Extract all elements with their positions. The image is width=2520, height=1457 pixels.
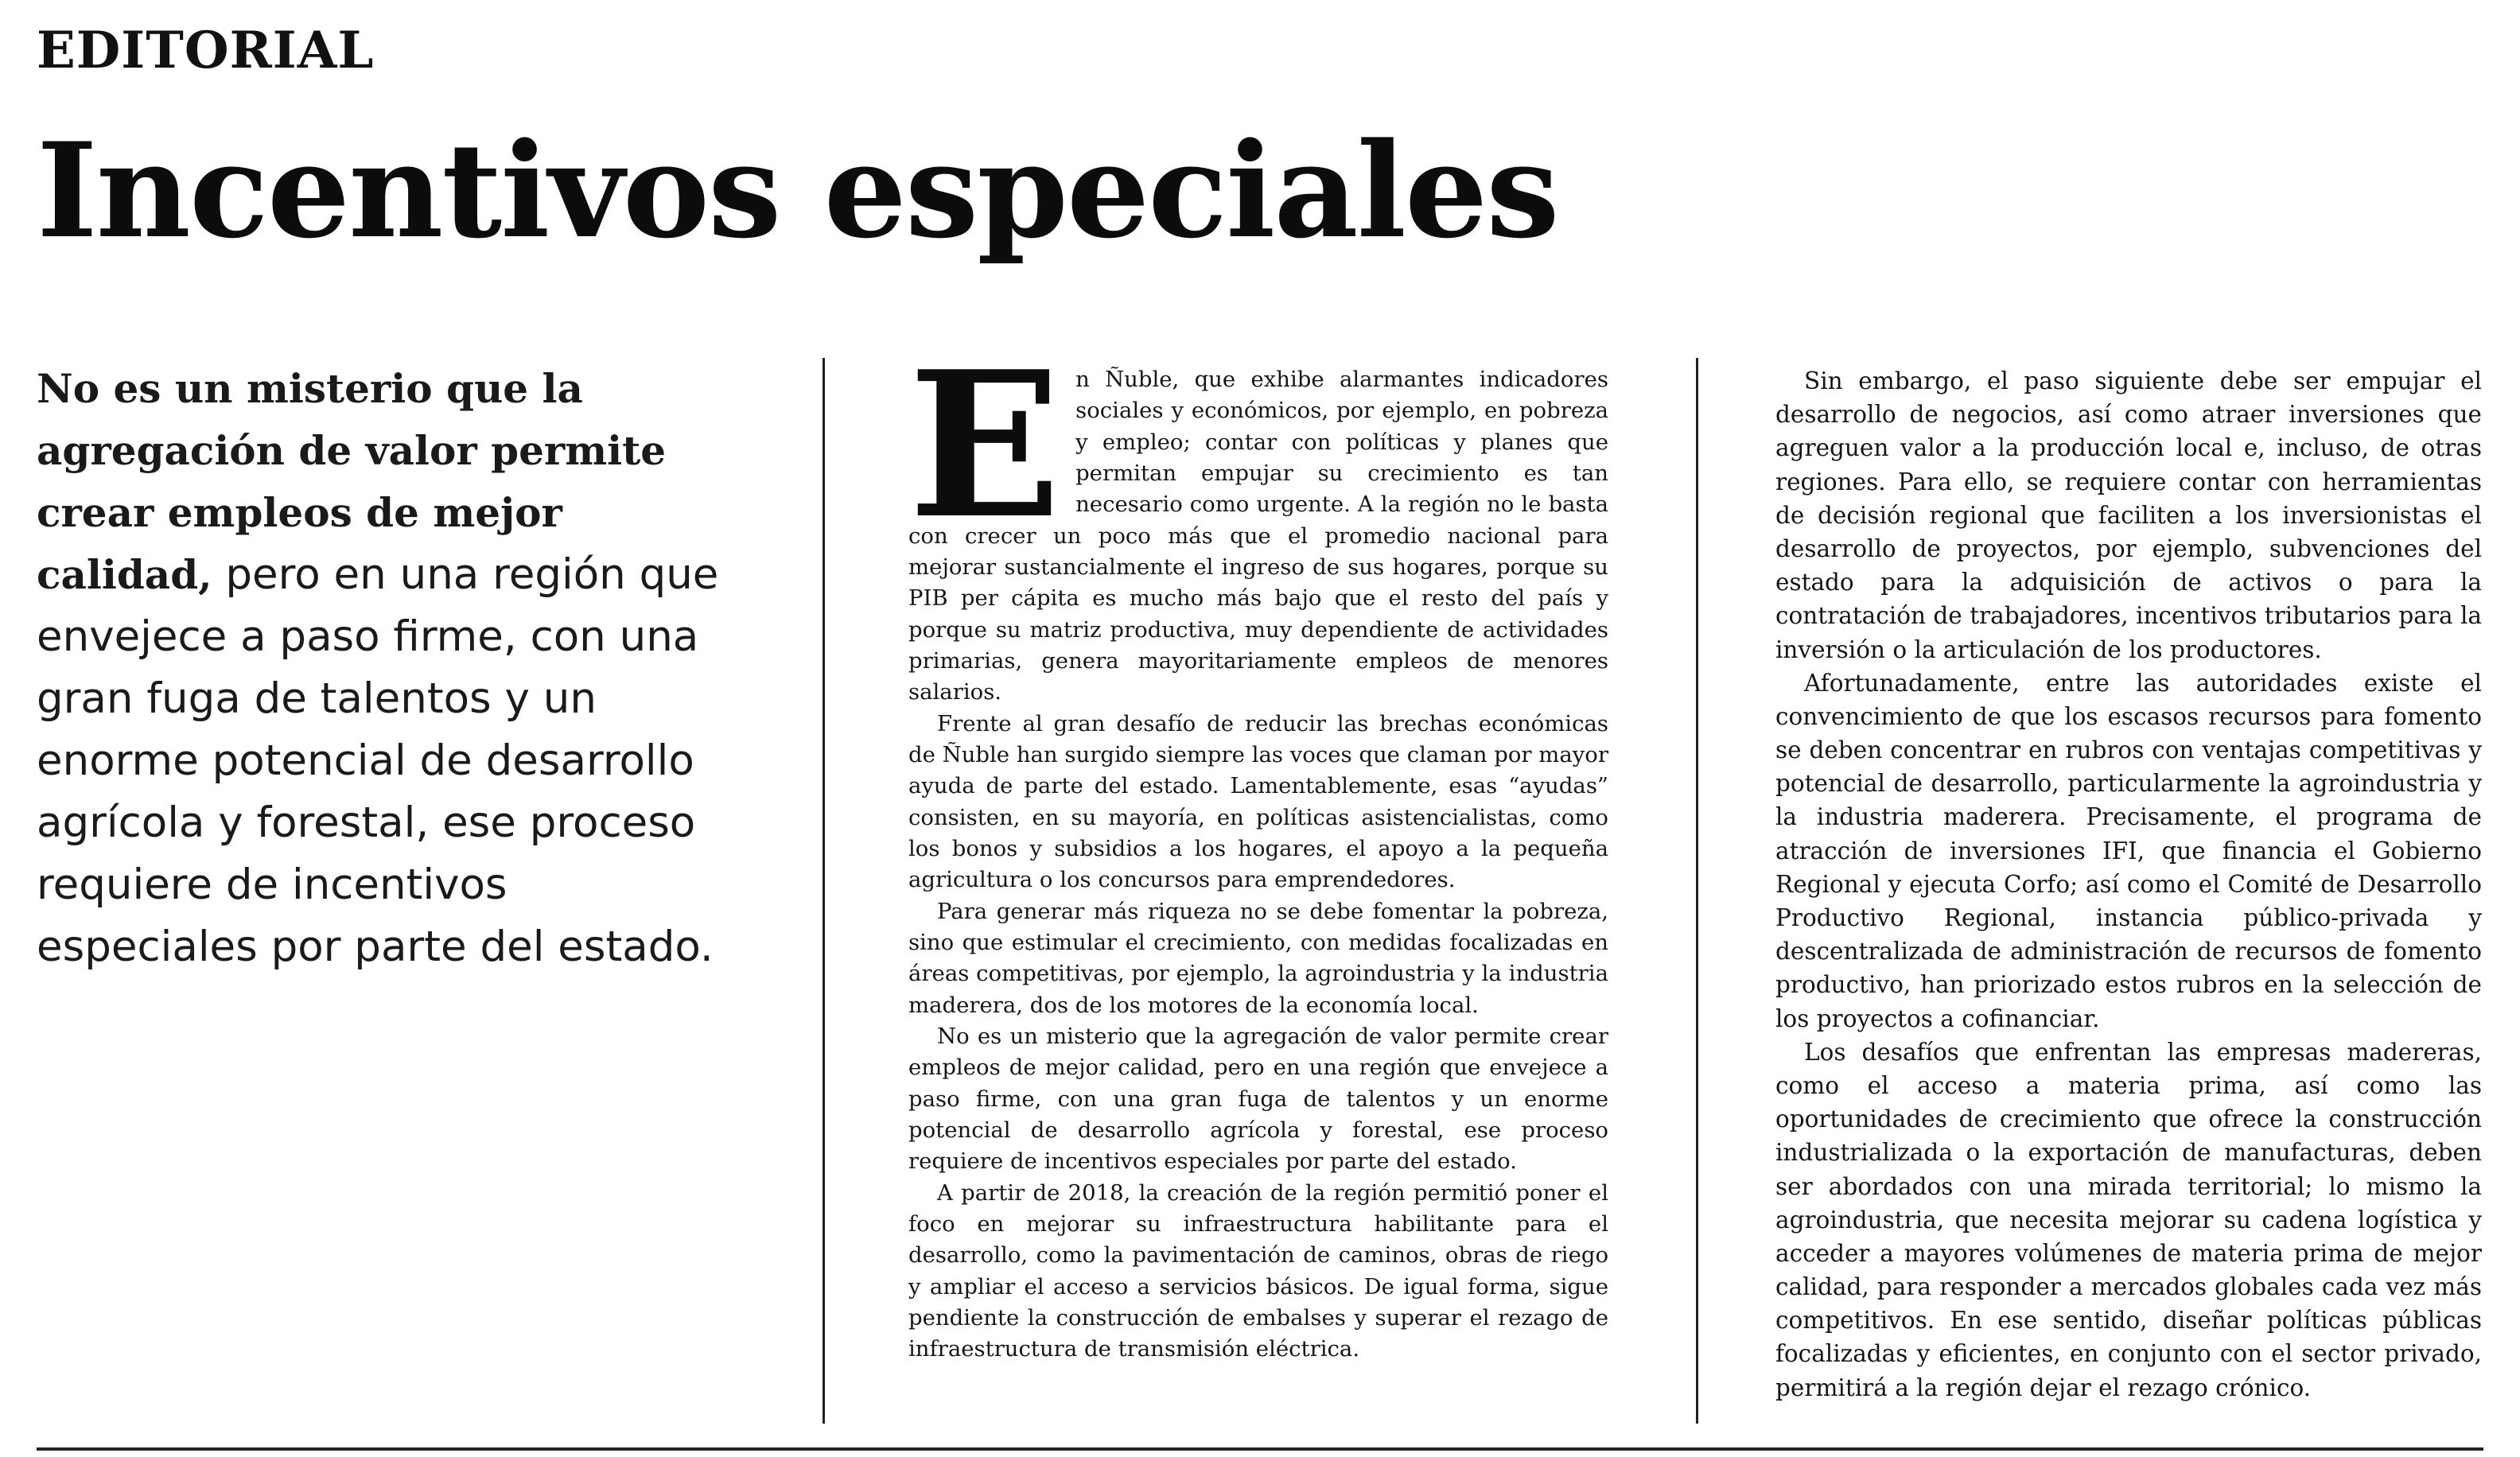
lead-regular-text: pero en una región que envejece a paso firme, con una gran fuga de talentos y un enorme potencial de desarrollo agrícola y forestal, ese proceso requiere de incentivos especiales por parte del estado. bbox=[37, 550, 719, 971]
lead-paragraph bbox=[37, 358, 737, 978]
paragraph-6: Sin embargo, el paso siguiente debe ser empujar el desarrollo de negocios, así como atraer inversiones que agreguen valor a la producción local e, incluso, de otras regiones. Para ello, se requiere contar con herramientas de decisión regional que faciliten a los inversionistas el desarrollo de proyectos, por ejemplo, subvenciones del estado para la adquisición de activos o para la contratación de trabajadores, incentivos tributarios para la inversión o la articulación de los productores. bbox=[1775, 367, 2482, 663]
section-label: EDITORIAL bbox=[37, 21, 375, 80]
article-column-1 bbox=[908, 328, 1608, 1366]
paragraph-5: A partir de 2018, la creación de la región permitió poner el foco en mejorar su infraestructura habilitante para el desarrollo, como la pavimentación de caminos, obras de riego y ampliar el acceso a servicios básicos. De igual forma, sigue pendiente la construcción de embalses y superar el rezago de infraestructura de transmisión eléctrica. bbox=[908, 1179, 1608, 1362]
paragraph-4: No es un misterio que la agregación de valor permite crear empleos de mejor calidad, pero en una región que envejece a paso firme, con una gran fuga de talentos y un enorme potencial de desarrollo agrícola y forestal, ese proceso requiere de incentivos especiales por parte del estado. bbox=[908, 1023, 1608, 1175]
paragraph-1-text: n Ñuble, que exhibe alarmantes indicadores sociales y económicos, por ejemplo, en pobreza y empleo; contar con políticas y planes que permitan empujar su crecimiento es tan necesario como urgente. A la región no le basta con crecer un poco más que el promedio nacional para mejorar sustancialmente el ingreso de sus hogares, porque su PIB per cápita es mucho más bajo que el resto del país y porque su matriz productiva, muy dependiente de actividades primarias, genera mayoritariamente empleos de menores salarios. bbox=[908, 367, 1608, 705]
dropcap: E bbox=[908, 328, 1062, 563]
paragraph-3: Para generar más riqueza no se debe fomentar la pobreza, sino que estimular el crecimiento, con medidas focalizadas en áreas competitivas, por ejemplo, la agroindustria y la industria maderera, dos de los motores de la economía local. bbox=[908, 898, 1608, 1018]
paragraph-2: Frente al gran desafío de reducir las brechas económicas de Ñuble han surgido siempre las voces que claman por mayor ayuda de parte del estado. Lamentablemente, esas “ayudas” consisten, en su mayoría, en políticas asistencialistas, como los bonos y subsidios a los hogares, el apoyo a la pequeña agricultura o los concursos para emprendedores. bbox=[908, 710, 1608, 893]
bottom-rule bbox=[37, 1447, 2483, 1451]
paragraph-8: Los desafíos que enfrentan las empresas madereras, como el acceso a materia prima, así como las oportunidades de crecimiento que ofrece la construcción industrializada o la exportación de manufacturas, deben ser abordados con una mirada territorial; lo mismo la agroindustria, que necesita mejorar su cadena logística y acceder a mayores volúmenes de materia prima de mejor calidad, para responder a mercados globales cada vez más competitivos. En ese sentido, diseñar políticas públicas focalizadas y eficientes, en conjunto con el sector privado, permitirá a la región dejar el rezago crónico. bbox=[1775, 1038, 2482, 1401]
lead-bold-text: No es un misterio que la agregación de valor permite crear empleos de mejor calidad, bbox=[37, 365, 667, 598]
paragraph-7: Afortunadamente, entre las autoridades existe el convencimiento de que los escasos recursos para fomento se deben concentrar en rubros con ventajas competitivas y potencial de desarrollo, particularmente la agroindustria y la industria maderera. Precisamente, el programa de atracción de inversiones IFI, que financia el Gobierno Regional y ejecuta Corfo; así como el Comité de Desarrollo Productivo Regional, instancia público-privada y descentralizada de administración de recursos de fomento productivo, han priorizado estos rubros en la selección de los proyectos a cofinanciar. bbox=[1775, 669, 2482, 1032]
paragraph-1 bbox=[908, 328, 1608, 709]
column-rule-left bbox=[822, 358, 825, 1424]
headline: Incentivos especiales bbox=[37, 114, 1558, 267]
article-column-2 bbox=[1775, 364, 2482, 1405]
column-rule-right bbox=[1696, 358, 1698, 1424]
